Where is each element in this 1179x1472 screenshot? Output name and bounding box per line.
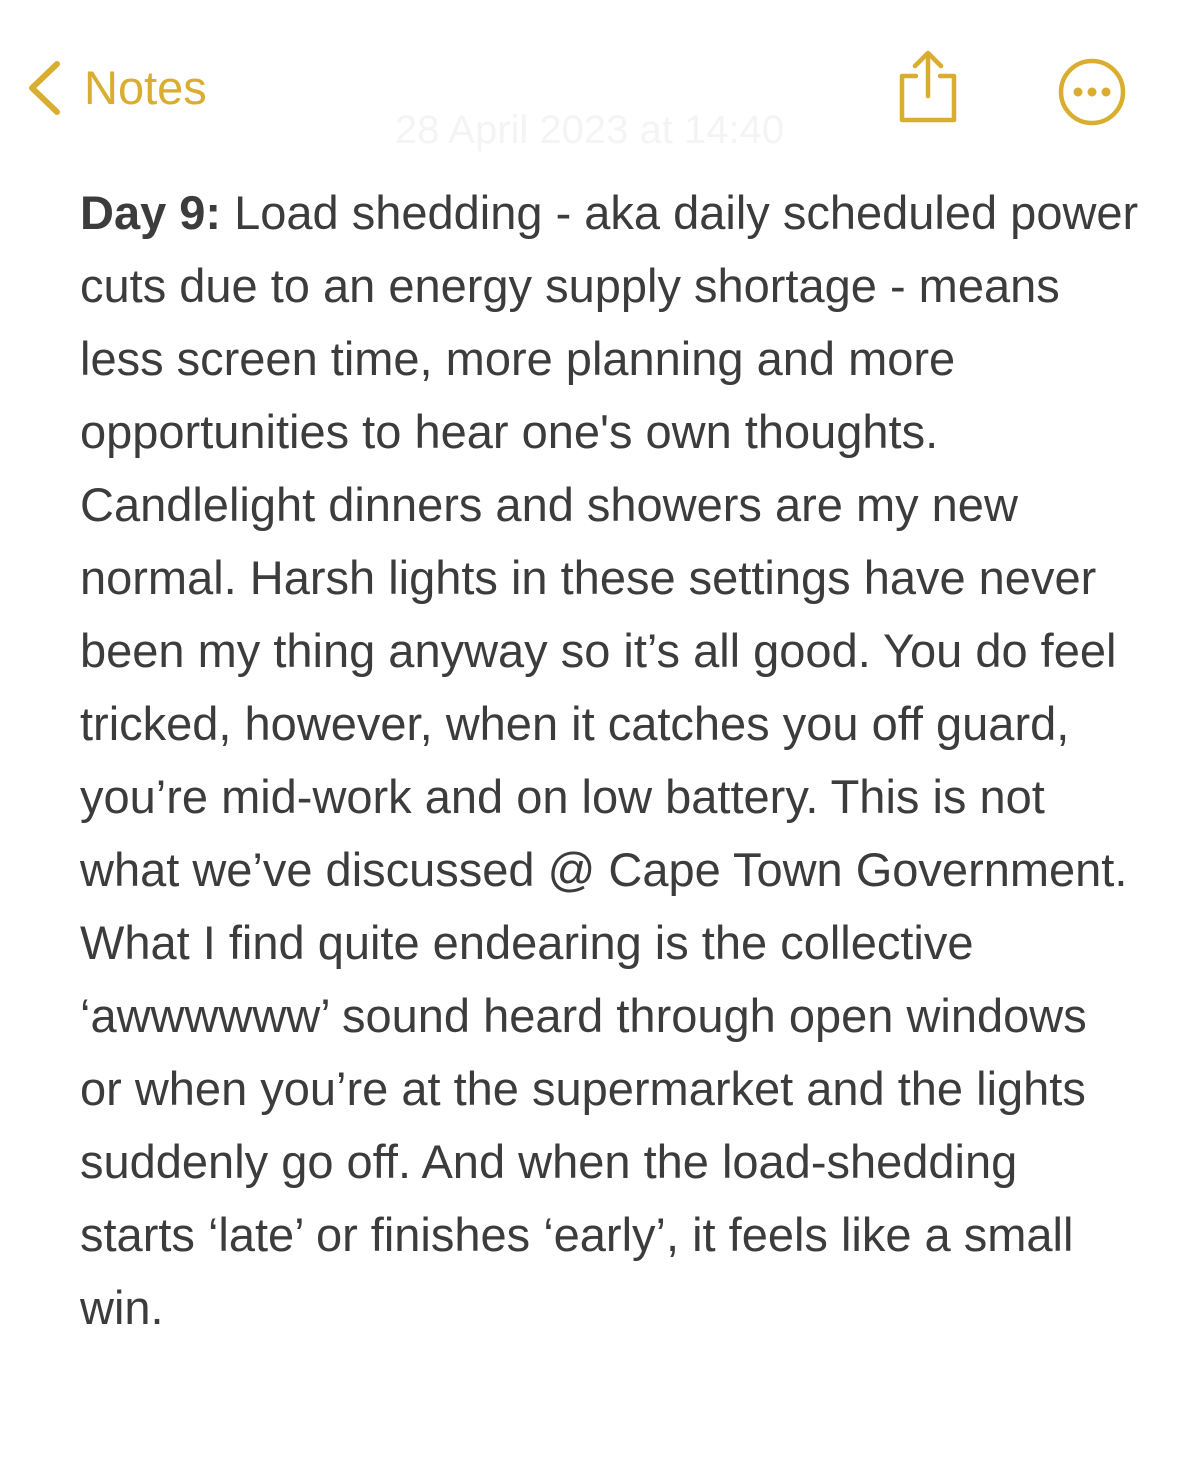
note-body[interactable] xyxy=(80,176,1140,1344)
back-label: Notes xyxy=(84,61,207,114)
note-timestamp: 28 April 2023 at 14:40 xyxy=(394,108,785,152)
note-heading: Day 9: xyxy=(80,186,222,239)
note-paragraph xyxy=(80,176,1140,1344)
note-text: Load shedding - aka daily scheduled power cuts due to an energy supply shortage - means less screen time, more planning and more opportunities to hear one's own thoughts. Candlelight dinners and showers are my new normal. Harsh lights in these settings have never been my thing anyway so it’s all good. You do feel tricked, however, when it catches you off guard, you’re mid-work and on low battery. This is not what we’ve discussed @ Cape Town Government. What I find quite endearing is the collective ‘awwwwww’ sound heard through open windows or when you’re at the supermarket and the lights suddenly go off. And when the load-shedding starts ‘late’ or finishes ‘early’, it feels like a small win. xyxy=(80,186,1139,1334)
